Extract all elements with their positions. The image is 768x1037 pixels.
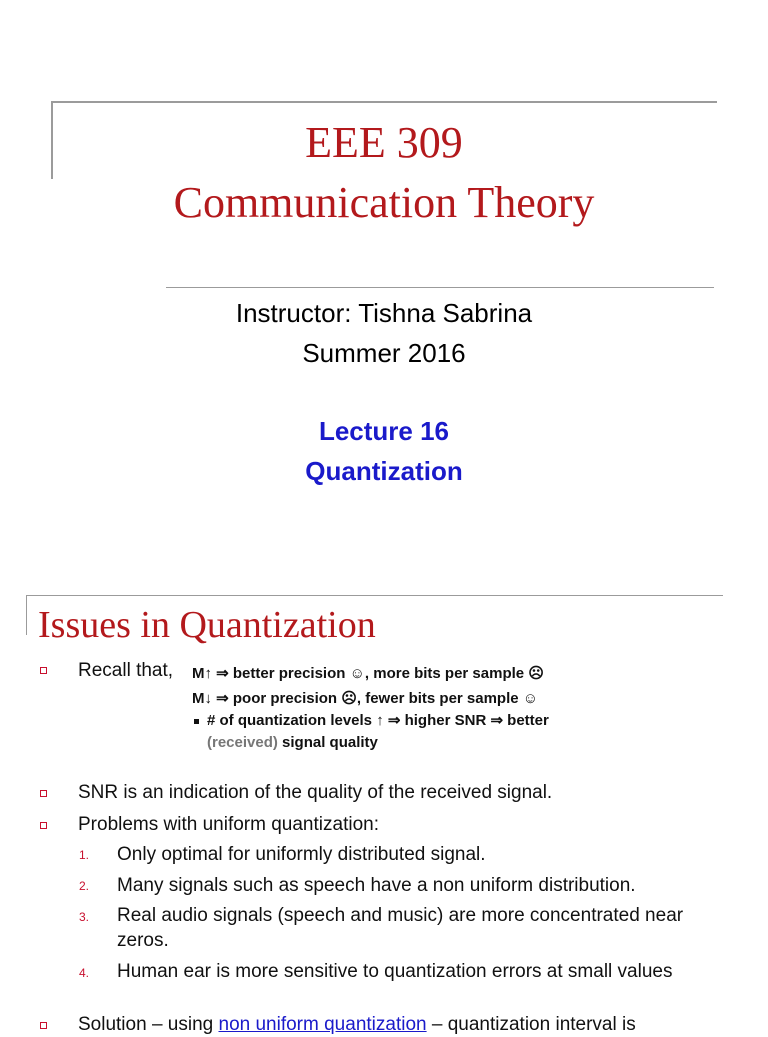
problems-bullet: Problems with uniform quantization:: [78, 814, 379, 835]
course-name: Communication Theory: [173, 178, 595, 227]
course-code: EEE 309: [305, 118, 463, 167]
square-bullet-icon: [40, 667, 47, 674]
list-item: Real audio signals (speech and music) are more concentrated near zeros.: [117, 905, 684, 951]
recall-line-3: # of quantization levels ↑ ⇒ higher SNR ⇒ better: [192, 710, 549, 732]
square-bullet-icon: [40, 1022, 47, 1029]
list-number: 2.: [79, 879, 90, 893]
instructor-line: Instructor: Tishna Sabrina: [235, 298, 533, 328]
term-line: Summer 2016: [302, 338, 466, 368]
slide2-frame-top-line: [26, 595, 723, 596]
list-item: Only optimal for uniformly distributed signal.: [117, 844, 486, 865]
recall-line-4: (received) signal quality: [207, 734, 378, 751]
subtitle-divider: [166, 287, 714, 288]
lecture-topic: Quantization: [305, 456, 463, 486]
list-number: 4.: [79, 966, 90, 980]
recall-label: Recall that,: [78, 660, 174, 681]
title-frame-top-line: [51, 101, 717, 103]
snr-bullet: SNR is an indication of the quality of the received signal.: [78, 782, 553, 803]
recall-line-2: M↓ ⇒ poor precision ☹, fewer bits per sample ☺: [192, 690, 539, 707]
non-uniform-quantization-link[interactable]: non uniform quantization: [218, 1014, 427, 1035]
list-item: Many signals such as speech have a non uniform distribution.: [117, 875, 636, 896]
small-bullet-icon: [194, 719, 199, 724]
square-bullet-icon: [40, 790, 47, 797]
slide2-frame-left-line: [26, 595, 27, 635]
slide2-title: Issues in Quantization: [38, 604, 376, 646]
solution-bullet: Solution – using non uniform quantization – quantization interval is: [78, 1014, 636, 1035]
list-number: 3.: [79, 910, 90, 924]
list-item: Human ear is more sensitive to quantization errors at small values: [117, 961, 673, 982]
square-bullet-icon: [40, 822, 47, 829]
recall-line-1: M↑ ⇒ better precision ☺, more bits per sample ☹: [192, 665, 544, 682]
lecture-number: Lecture 16: [318, 416, 450, 446]
list-number: 1.: [79, 848, 90, 862]
